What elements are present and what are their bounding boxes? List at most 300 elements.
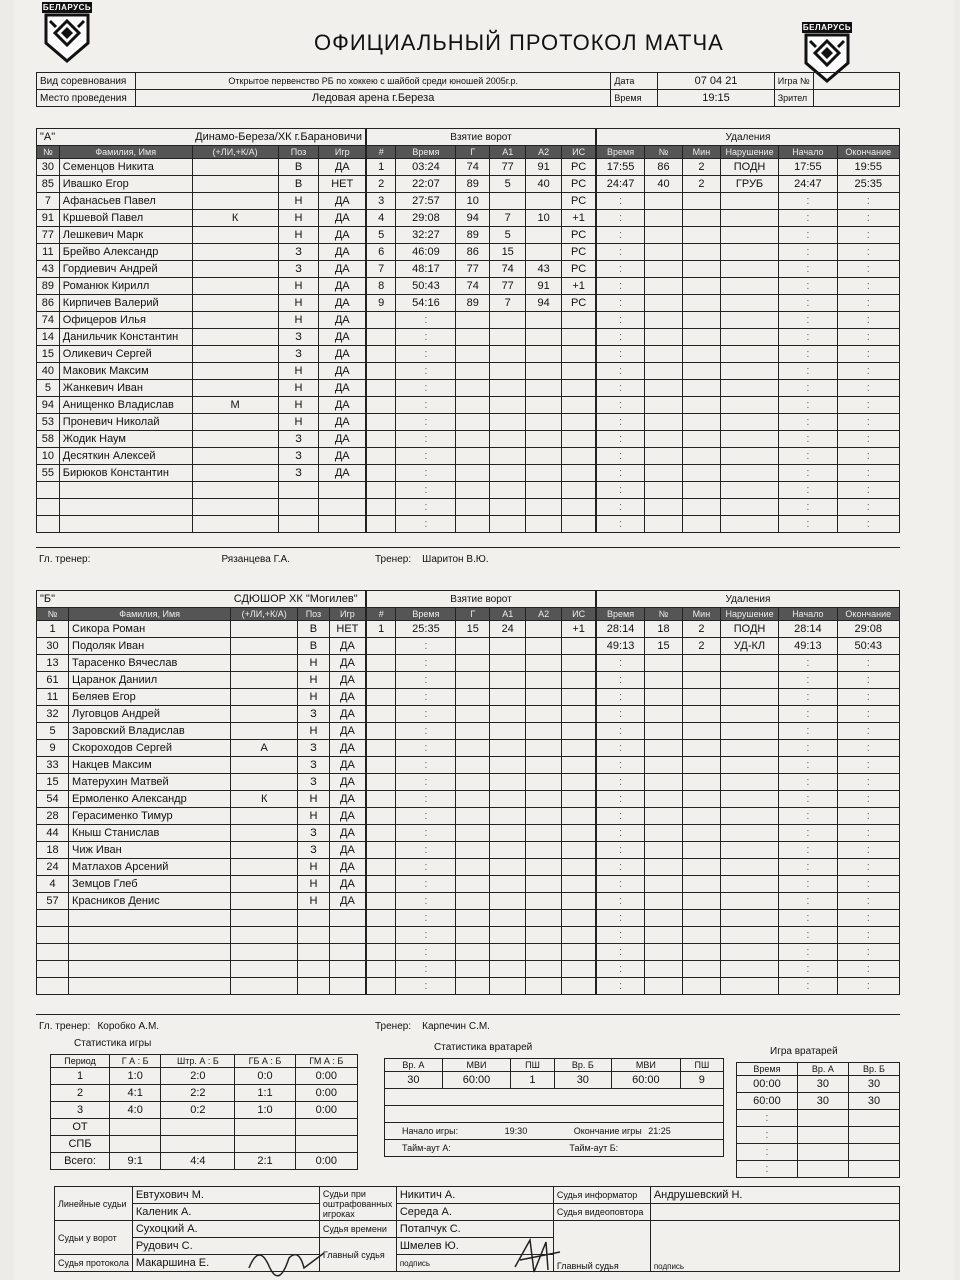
goal-scorer: 15 — [456, 621, 490, 638]
goal-assist2: 94 — [526, 295, 562, 312]
goal-time: : — [396, 893, 456, 910]
pen-end: : — [837, 842, 899, 859]
player-name: Данильчик Константин — [59, 329, 192, 346]
pen-minutes: 2 — [682, 159, 720, 176]
player-position: З — [278, 465, 319, 482]
goal-assist1 — [490, 414, 526, 431]
col-pen-time: Время — [597, 146, 645, 159]
player-plays — [329, 927, 365, 944]
player-number: 33 — [37, 757, 69, 774]
pen-violation — [720, 431, 778, 448]
pen-violation — [720, 655, 778, 672]
goalie-game-title: Игра вратарей — [770, 1046, 838, 1057]
player-position: З — [298, 825, 330, 842]
pen-player — [645, 774, 683, 791]
player-number: 11 — [37, 244, 60, 261]
player-row — [37, 363, 366, 380]
pen-end: : — [837, 380, 899, 397]
goal-assist1 — [490, 978, 526, 995]
goal-time: : — [396, 978, 456, 995]
pen-player — [645, 329, 683, 346]
player-position — [278, 482, 319, 499]
goal-assist1 — [490, 876, 526, 893]
spectators-label: Зрител — [774, 90, 813, 107]
pen-end: : — [837, 672, 899, 689]
place-label: Место проведения — [37, 90, 136, 107]
player-row — [37, 210, 366, 227]
goalie-stats-value: 30 — [554, 1072, 612, 1089]
pen-violation — [720, 978, 778, 995]
player-plays: ДА — [319, 346, 366, 363]
goal-row — [367, 893, 596, 910]
pen-minutes — [682, 910, 720, 927]
col-goal-num: # — [367, 608, 396, 621]
goal-scorer — [456, 757, 490, 774]
goal-judges-label: Судьи у ворот — [55, 1221, 133, 1255]
goal-scorer — [456, 944, 490, 961]
stats-period: 3 — [51, 1102, 110, 1119]
goal-assist2 — [526, 516, 562, 533]
goal-time: : — [396, 397, 456, 414]
pen-player — [645, 859, 683, 876]
penalty-row — [597, 672, 900, 689]
player-flag — [192, 159, 278, 176]
game-label: Игра № — [774, 73, 813, 90]
player-number — [37, 944, 69, 961]
player-number: 94 — [37, 397, 60, 414]
goal-scorer: 86 — [456, 244, 490, 261]
pen-player — [645, 397, 683, 414]
goal-scorer — [456, 689, 490, 706]
goal-time: : — [396, 689, 456, 706]
player-number: 89 — [37, 278, 60, 295]
goalie-game-value: 30 — [797, 1076, 848, 1093]
player-row — [37, 295, 366, 312]
player-number: 74 — [37, 312, 60, 329]
pen-violation — [720, 706, 778, 723]
pen-minutes — [682, 210, 720, 227]
pen-end: : — [837, 346, 899, 363]
goal-assist2 — [526, 842, 562, 859]
goalie-game-row — [737, 1093, 900, 1110]
goal-num — [367, 465, 396, 482]
goal-assist2 — [526, 876, 562, 893]
col-situation: ИС — [562, 146, 596, 159]
pen-start: : — [779, 723, 837, 740]
penalty-row — [597, 346, 900, 363]
player-row — [37, 346, 366, 363]
penalty-row — [597, 791, 900, 808]
goalie-game-header: Вр. Б — [849, 1063, 900, 1076]
player-number: 11 — [37, 689, 69, 706]
goal-assist1 — [490, 723, 526, 740]
goal-situation — [562, 825, 596, 842]
player-plays: ДА — [329, 893, 365, 910]
penalty-row — [597, 859, 900, 876]
pen-end: : — [837, 740, 899, 757]
pen-minutes — [682, 295, 720, 312]
penalty-row — [597, 295, 900, 312]
stats-value: 2:1 — [235, 1153, 295, 1170]
goal-assist1 — [490, 329, 526, 346]
goal-row — [367, 927, 596, 944]
goal-num — [367, 329, 396, 346]
goal-scorer: 89 — [456, 176, 490, 193]
stats-row — [51, 1153, 358, 1170]
goal-row — [367, 723, 596, 740]
pen-violation — [720, 808, 778, 825]
pen-time: : — [597, 363, 645, 380]
pen-violation — [720, 876, 778, 893]
player-row — [37, 638, 366, 655]
pen-player — [645, 414, 683, 431]
pen-end: : — [837, 706, 899, 723]
player-position: З — [278, 329, 319, 346]
col-goal-num: # — [367, 146, 396, 159]
penalty-row — [597, 176, 900, 193]
goalie-game-value: 60:00 — [737, 1093, 798, 1110]
player-row — [37, 312, 366, 329]
goal-time: 50:43 — [396, 278, 456, 295]
pen-player — [645, 893, 683, 910]
goalie-game-value — [797, 1144, 848, 1161]
penalty-row — [597, 448, 900, 465]
stats-row — [51, 1119, 358, 1136]
player-position: Н — [278, 210, 319, 227]
penalty-row — [597, 363, 900, 380]
goal-time: : — [396, 706, 456, 723]
penalty-row — [597, 774, 900, 791]
pen-player — [645, 910, 683, 927]
pen-violation — [720, 414, 778, 431]
player-position: Н — [278, 278, 319, 295]
goal-situation — [562, 516, 596, 533]
player-row — [37, 774, 366, 791]
pen-minutes — [682, 312, 720, 329]
player-plays: ДА — [319, 295, 366, 312]
pen-end: : — [837, 808, 899, 825]
stats-value — [295, 1119, 357, 1136]
goal-time: : — [396, 927, 456, 944]
player-name: Десяткин Алексей — [59, 448, 192, 465]
goalie-game-value — [797, 1127, 848, 1144]
goal-scorer — [456, 312, 490, 329]
pen-player — [645, 193, 683, 210]
goal-scorer — [456, 346, 490, 363]
player-plays — [319, 516, 366, 533]
goal-time: 32:27 — [396, 227, 456, 244]
penalty-row — [597, 621, 900, 638]
pen-violation — [720, 774, 778, 791]
player-name: Герасименко Тимур — [69, 808, 231, 825]
goalie-stats-table — [384, 1058, 724, 1157]
player-plays: НЕТ — [319, 176, 366, 193]
goal-assist1 — [490, 363, 526, 380]
player-position: В — [298, 621, 330, 638]
pen-time: : — [597, 757, 645, 774]
goal-num: 1 — [367, 621, 396, 638]
team-a-goals — [366, 128, 596, 533]
trainer-name: Шаритон В.Ю. — [422, 554, 489, 565]
goal-num — [367, 655, 396, 672]
penalty-row — [597, 910, 900, 927]
pen-end: : — [837, 978, 899, 995]
goal-scorer — [456, 397, 490, 414]
goalie-stats-value: 1 — [511, 1072, 554, 1089]
goal-assist1: 5 — [490, 227, 526, 244]
pen-time: : — [597, 791, 645, 808]
goal-num — [367, 414, 396, 431]
goalie-game-row — [737, 1110, 900, 1127]
stats-value: 0:00 — [295, 1068, 357, 1085]
col-play: Игр — [319, 146, 366, 159]
player-name: Проневич Николай — [59, 414, 192, 431]
pen-minutes — [682, 961, 720, 978]
pen-violation — [720, 346, 778, 363]
pen-player — [645, 825, 683, 842]
pen-violation — [720, 723, 778, 740]
goal-scorer: 89 — [456, 227, 490, 244]
pen-player — [645, 244, 683, 261]
penalty-row — [597, 723, 900, 740]
player-row — [37, 876, 366, 893]
player-flag — [192, 176, 278, 193]
stats-value: 4:1 — [110, 1085, 161, 1102]
pen-end: 50:43 — [837, 638, 899, 655]
pen-violation — [720, 448, 778, 465]
player-position: Н — [298, 876, 330, 893]
player-position: Н — [278, 397, 319, 414]
penalty-row — [597, 689, 900, 706]
player-row — [37, 723, 366, 740]
player-flag — [192, 295, 278, 312]
player-name: Гордиевич Андрей — [59, 261, 192, 278]
player-row — [37, 516, 366, 533]
player-number: 77 — [37, 227, 60, 244]
player-position: З — [278, 346, 319, 363]
team-b-trainer-cell — [372, 1015, 900, 1038]
video-judge — [650, 1204, 899, 1221]
goal-scorer — [456, 499, 490, 516]
player-flag: А — [231, 740, 298, 757]
team-b-name: СДЮШОР ХК "Могилев" — [231, 591, 366, 608]
player-position: З — [298, 757, 330, 774]
player-row — [37, 808, 366, 825]
goal-num — [367, 893, 396, 910]
player-name: Скороходов Сергей — [69, 740, 231, 757]
goal-num — [367, 961, 396, 978]
pen-player — [645, 363, 683, 380]
goalie-game-value — [849, 1144, 900, 1161]
goal-row — [367, 825, 596, 842]
player-flag — [192, 278, 278, 295]
player-name: Заровский Владислав — [69, 723, 231, 740]
goal-row — [367, 706, 596, 723]
penalties-title: Удаления — [597, 591, 900, 608]
pen-end: : — [837, 689, 899, 706]
pen-start: : — [779, 978, 837, 995]
goal-assist1 — [490, 910, 526, 927]
pen-end: : — [837, 193, 899, 210]
pen-end: : — [837, 723, 899, 740]
player-row — [37, 621, 366, 638]
pen-violation — [720, 193, 778, 210]
penalty-row — [597, 927, 900, 944]
pen-end: : — [837, 961, 899, 978]
goal-assist2 — [526, 465, 562, 482]
goalie-game-value — [797, 1110, 848, 1127]
goalie-game-value: 30 — [849, 1076, 900, 1093]
pen-violation — [720, 516, 778, 533]
pen-violation — [720, 961, 778, 978]
pen-violation — [720, 859, 778, 876]
goal-num — [367, 910, 396, 927]
goal-row — [367, 621, 596, 638]
goalie-stats-value: 30 — [385, 1072, 443, 1089]
player-row — [37, 757, 366, 774]
stats-value — [295, 1136, 357, 1153]
player-position: З — [298, 706, 330, 723]
goal-situation — [562, 927, 596, 944]
goal-situation — [562, 893, 596, 910]
player-plays — [319, 482, 366, 499]
stats-period: 1 — [51, 1068, 110, 1085]
goal-row — [367, 499, 596, 516]
pen-player — [645, 757, 683, 774]
goal-assist2 — [526, 723, 562, 740]
player-number — [37, 978, 69, 995]
goal-row — [367, 159, 596, 176]
player-row — [37, 244, 366, 261]
team-b-coach-cell — [36, 1015, 372, 1038]
col-assist2: А2 — [526, 146, 562, 159]
protocol-sheet — [14, 0, 954, 1280]
stats-header: Период — [51, 1055, 110, 1068]
goal-assist2 — [526, 978, 562, 995]
player-number — [37, 516, 60, 533]
goal-assist1 — [490, 757, 526, 774]
coach-label: Гл. тренер: — [39, 1021, 91, 1032]
blank-row — [385, 1106, 724, 1123]
player-name: Брейво Александр — [59, 244, 192, 261]
pen-player — [645, 961, 683, 978]
pen-player — [645, 482, 683, 499]
player-number: 44 — [37, 825, 69, 842]
player-row — [37, 380, 366, 397]
pen-time: : — [597, 978, 645, 995]
goal-situation — [562, 689, 596, 706]
pen-time: : — [597, 825, 645, 842]
goalie-stats-value: 60:00 — [612, 1072, 681, 1089]
player-position: З — [298, 842, 330, 859]
pen-minutes: 2 — [682, 621, 720, 638]
goal-assist1 — [490, 859, 526, 876]
pen-time: : — [597, 944, 645, 961]
stats-value — [161, 1119, 235, 1136]
player-position: Н — [278, 363, 319, 380]
coach-label: Гл. тренер: — [39, 554, 91, 565]
goalie-stats-header: Вр. Б — [554, 1059, 612, 1072]
goal-row — [367, 329, 596, 346]
team-a-letter: "А" — [37, 129, 193, 146]
goal-row — [367, 414, 596, 431]
goal-situation — [562, 329, 596, 346]
player-position: Н — [278, 193, 319, 210]
goal-assist2 — [526, 706, 562, 723]
goal-assist2 — [526, 910, 562, 927]
pen-time: : — [597, 723, 645, 740]
player-name: Романюк Кирилл — [59, 278, 192, 295]
goal-row — [367, 910, 596, 927]
player-name — [69, 927, 231, 944]
goal-assist1 — [490, 740, 526, 757]
player-flag — [192, 431, 278, 448]
goal-row — [367, 380, 596, 397]
pen-end: : — [837, 210, 899, 227]
team-b-letter: "Б" — [37, 591, 231, 608]
pen-time: 49:13 — [597, 638, 645, 655]
penalty-row — [597, 825, 900, 842]
pen-violation — [720, 672, 778, 689]
goal-assist2 — [526, 927, 562, 944]
pen-start: : — [779, 876, 837, 893]
goal-scorer — [456, 842, 490, 859]
goal-assist1 — [490, 689, 526, 706]
goal-num — [367, 312, 396, 329]
pen-player — [645, 516, 683, 533]
pen-violation — [720, 791, 778, 808]
pen-time: : — [597, 893, 645, 910]
col-name: Фамилия, Имя — [59, 146, 192, 159]
goal-scorer — [456, 329, 490, 346]
pen-violation — [720, 927, 778, 944]
goal-assist2 — [526, 397, 562, 414]
player-plays: ДА — [329, 706, 365, 723]
pen-minutes — [682, 859, 720, 876]
pen-time: : — [597, 689, 645, 706]
goal-situation — [562, 961, 596, 978]
goalie-stats-header: ПШ — [680, 1059, 723, 1072]
goal-scorer — [456, 876, 490, 893]
goal-scorer — [456, 893, 490, 910]
date-label: Дата — [611, 73, 658, 90]
penalty-row — [597, 978, 900, 995]
pen-player — [645, 465, 683, 482]
pen-time: : — [597, 876, 645, 893]
stats-value: 0:0 — [235, 1068, 295, 1085]
pen-start: : — [779, 193, 837, 210]
pen-time: : — [597, 465, 645, 482]
player-flag — [231, 774, 298, 791]
goal-judge-1: Сухоцкий А. — [132, 1221, 319, 1238]
penalty-row — [597, 893, 900, 910]
stats-value: 9:1 — [110, 1153, 161, 1170]
goal-num — [367, 842, 396, 859]
pen-time: : — [597, 859, 645, 876]
player-plays: ДА — [319, 380, 366, 397]
info-judge: Андрушевский Н. — [650, 1187, 899, 1204]
goalie-game-value: 00:00 — [737, 1076, 798, 1093]
goal-situation — [562, 672, 596, 689]
col-assist2: А2 — [526, 608, 562, 621]
penalty-judge-1: Никитич А. — [396, 1187, 553, 1204]
goal-assist1 — [490, 825, 526, 842]
pen-time: : — [597, 414, 645, 431]
pen-minutes — [682, 278, 720, 295]
team-a-trainer-cell — [372, 548, 900, 571]
player-flag — [231, 825, 298, 842]
goal-scorer: 89 — [456, 295, 490, 312]
